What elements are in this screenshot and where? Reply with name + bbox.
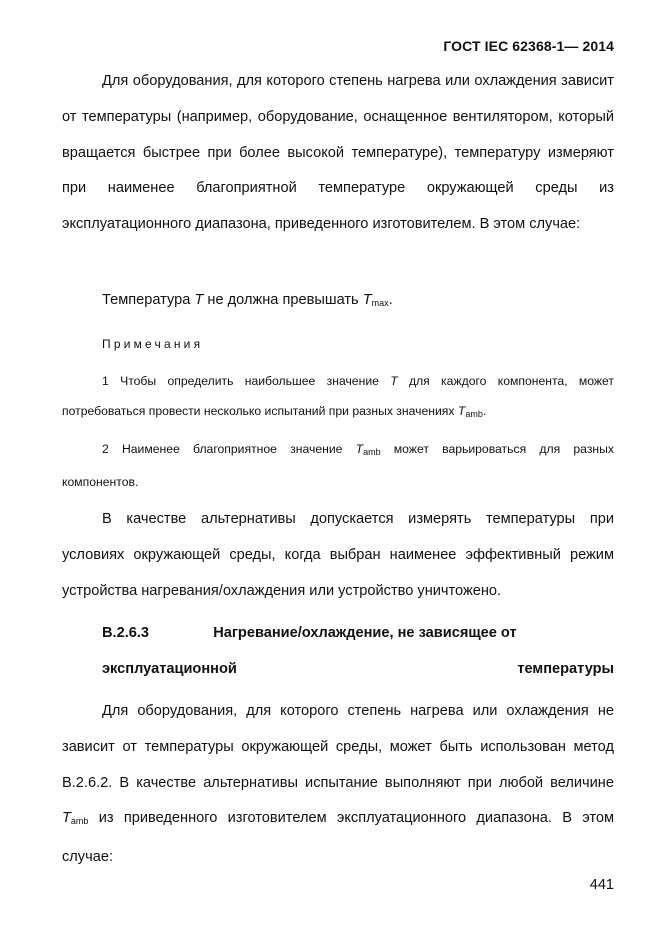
document-header: ГОСТ IEC 62368-1— 2014 <box>443 38 614 54</box>
page-number: 441 <box>589 877 614 893</box>
temperature-requirement: Температура T не должна превышать $T_{max}$. <box>102 292 393 308</box>
section-number: B.2.6.3 <box>102 625 150 641</box>
section-title: Нагревание/охлаждение, не зависящее от эксплуатационной температуры <box>102 625 614 677</box>
paragraph-alternative: В качестве альтернативы допускается измерять температуры при условиях окружающей среды, когда выбран наименее эффективный режим устройства нагревания/охлаждения или устройство уничтожено. <box>62 511 614 599</box>
notes-title: Примечания <box>102 337 204 351</box>
paragraph-equipment-independent: Для оборудования, для которого степень нагрева или охлаждения не зависит от температуры окружающей среды, может быть использован метод B.2.6.2. В качестве альтернативы испытание выполняют при любой величине $T_{amb}$ из приведенного изготовителем эксплуатационного диапазона. В этом случае: <box>62 703 614 866</box>
note-1: 1 Чтобы определить наибольшее значение T для каждого компонента, может потребоваться провести несколько испытаний при разных значениях $T_{amb}$. <box>62 374 614 419</box>
paragraph-equipment-dependent: Для оборудования, для которого степень нагрева или охлаждения зависит от температуры (например, оборудование, оснащенное вентилятором, который вращается быстрее при более высокой температуре), температуру измеряют при наименее благоприятной температуре окружающей среды из эксплуатационного диапазона, приведенного изготовителем. В этом случае: <box>62 73 614 233</box>
section-heading <box>62 616 614 687</box>
note-2: 2 Наименее благоприятное значение $T_{amb}$ может варьироваться для разных компонентов. <box>62 442 614 489</box>
